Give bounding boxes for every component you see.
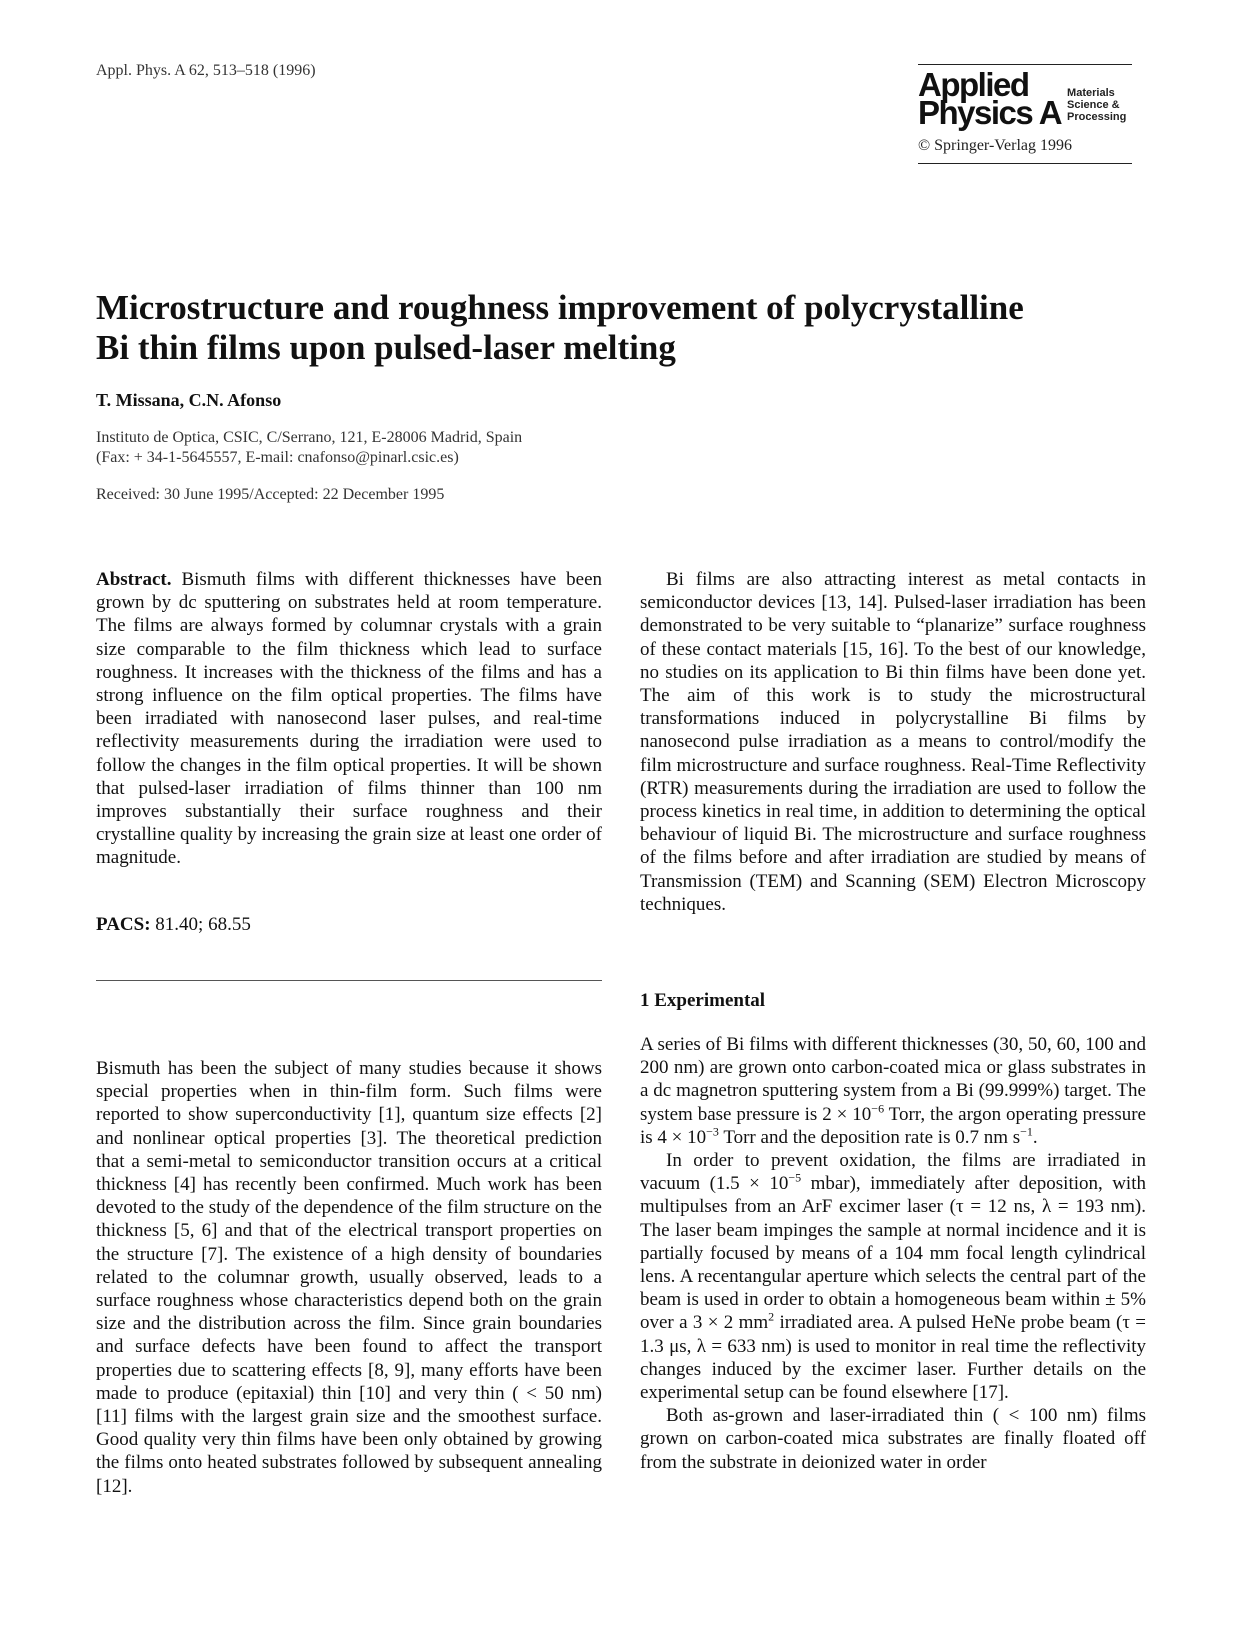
- logo-subtitle: [1067, 87, 1126, 123]
- pacs-value: 81.40; 68.55: [155, 914, 251, 935]
- abstract-text: Bismuth films with different thicknesses have been grown by dc sputtering on substrates held at room temperature. The films are always formed by columnar crystals with a grain size comparable to the film thickness which lead to surface roughness. It increases with the thickness of the films and has a strong influence on the film optical properties. The films have been irradiated with nanosecond laser pulses, and real-time reflectivity measurements during the irradiation were used to follow the changes in the film optical properties. It will be shown that pulsed-laser irradiation of films thinner than 100 nm improves substantially their surface roughness and their crystalline quality by increasing the grain size at least one order of magnitude.: [96, 569, 602, 869]
- article-title: [96, 288, 1156, 368]
- affiliation-line-2: (Fax: + 34-1-5645557, E-mail: cnafonso@pinarl.csic.es): [96, 449, 459, 466]
- journal-citation: Appl. Phys. A 62, 513–518 (1996): [96, 62, 316, 79]
- experimental-paragraph-2: In order to prevent oxidation, the films are irradiated in vacuum ($1.5 \times 10^{-5}$ mbar), immediately after deposition, with multipulses from an ArF excimer laser (τ = 12 ns, λ = 193 nm). The laser beam impinges the sample at normal incidence and it is partially focused by means of a 104 mm focal length cylindrical lens. A recentangular aperture which selects the central part of the beam is used in order to obtain a homogeneous beam within ± 5% over a 3 × 2 $mm^2$ irradiated area. A pulsed HeNe probe beam (τ = 1.3 μs, λ = 633 nm) is used to monitor in real time the reflectivity changes induced by the excimer laser. Further details on the experimental setup can be found elsewhere [17].: [640, 1150, 1147, 1404]
- pacs-codes: [96, 914, 251, 936]
- logo-word-physics-text: Physics: [918, 94, 1033, 131]
- intro-text: Bismuth has been the subject of many studies because it shows special properties when in thin-film form. Such films were reported to show superconductivity [1], quantum size effects [2] and nonlinear optical properties [3]. The theoretical prediction that a semi-metal to semiconductor transition occurs at a critical thickness [4] has recently been confirmed. Much work has been devoted to the study of the dependence of the film structure on the thickness [5, 6] and that of the electrical transport properties on the structure [7]. The existence of a high density of boundaries related to the columnar growth, usually observed, leads to a surface roughness whose characteristics depend both on the grain size and the distribution across the film. Since grain boundaries and surface defects have been found to affect the transport properties due to scattering effects [8, 9], many efforts have been made to produce (epitaxial) thin [10] and very thin ( < 50 nm) [11] films with the largest grain size and the smoothest surface. Good quality very thin films have been only obtained by growing the films onto heated substrates followed by subsequent annealing [12].: [96, 1058, 602, 1497]
- experimental-paragraph-3: Both as-grown and laser-irradiated thin ( < 100 nm) films grown on carbon-coated mica substrates are finally floated off from the substrate in deionized water in order: [640, 1405, 1146, 1473]
- publisher-line: © Springer-Verlag 1996: [918, 137, 1132, 164]
- title-line-2: Bi thin films upon pulsed-laser melting: [96, 328, 676, 367]
- journal-logo: [918, 64, 1132, 164]
- introduction-paragraph: [96, 1057, 602, 1498]
- pacs-label: PACS:: [96, 914, 151, 935]
- logo-subtitle-1: Materials: [1067, 87, 1115, 99]
- introduction-continued: [640, 568, 1146, 916]
- logo-subtitle-2: Science &: [1067, 99, 1120, 111]
- abstract-separator: [96, 980, 602, 981]
- received-dates: Received: 30 June 1995/Accepted: 22 December 1995: [96, 486, 445, 503]
- logo-wordmark: [918, 66, 1062, 131]
- abstract: [96, 568, 602, 870]
- logo-top-rule: [918, 64, 1132, 65]
- right-intro-text: Bi films are also attracting interest as metal contacts in semiconductor devices [13, 14]. Pulsed-laser irradiation has been demonstrated to be very suitable to “planarize” surface roughness of these contact materials [15, 16]. To the best of our knowledge, no studies on its application to Bi thin films have been done yet. The aim of this work is to study the microstructural transformations induced in polycrystalline Bi films by nanosecond pulse irradiation as a means to control/modify the film microstructure and surface roughness. Real-Time Reflectivity (RTR) measurements during the irradiation are used to follow the process kinetics in real time, in addition to determining the optical behaviour of liquid Bi. The microstructure and surface roughness of the films before and after irradiation are studied by means of Transmission (TEM) and Scanning (SEM) Electron Microscopy techniques.: [640, 569, 1146, 915]
- affiliation: [96, 428, 522, 468]
- logo-row: [918, 66, 1132, 131]
- section-heading-experimental: 1 Experimental: [640, 990, 766, 1011]
- affiliation-line-1: Instituto de Optica, CSIC, C/Serrano, 121, E-28006 Madrid, Spain: [96, 429, 523, 446]
- experimental-section: [640, 1033, 1146, 1474]
- authors: T. Missana, C.N. Afonso: [96, 390, 282, 410]
- abstract-label: Abstract.: [96, 569, 172, 590]
- logo-word-physics: [918, 94, 1062, 131]
- logo-word-applied: Applied: [918, 66, 1029, 103]
- title-line-1: Microstructure and roughness improvement of polycrystalline: [96, 288, 1024, 327]
- logo-letter: A: [1038, 94, 1062, 131]
- experimental-paragraph-1: A series of Bi films with different thicknesses (30, 50, 60, 100 and 200 nm) are grown onto carbon-coated mica or glass substrates in a dc magnetron sputtering system from a Bi (99.999%) target. The system base pressure is $2 \times 10^{-6}$ Torr, the argon operating pressure is $4 \times 10^{-3}$ Torr and the deposition rate is 0.7 nm $s^{-1}$.: [640, 1034, 1146, 1148]
- logo-subtitle-3: Processing: [1067, 111, 1127, 123]
